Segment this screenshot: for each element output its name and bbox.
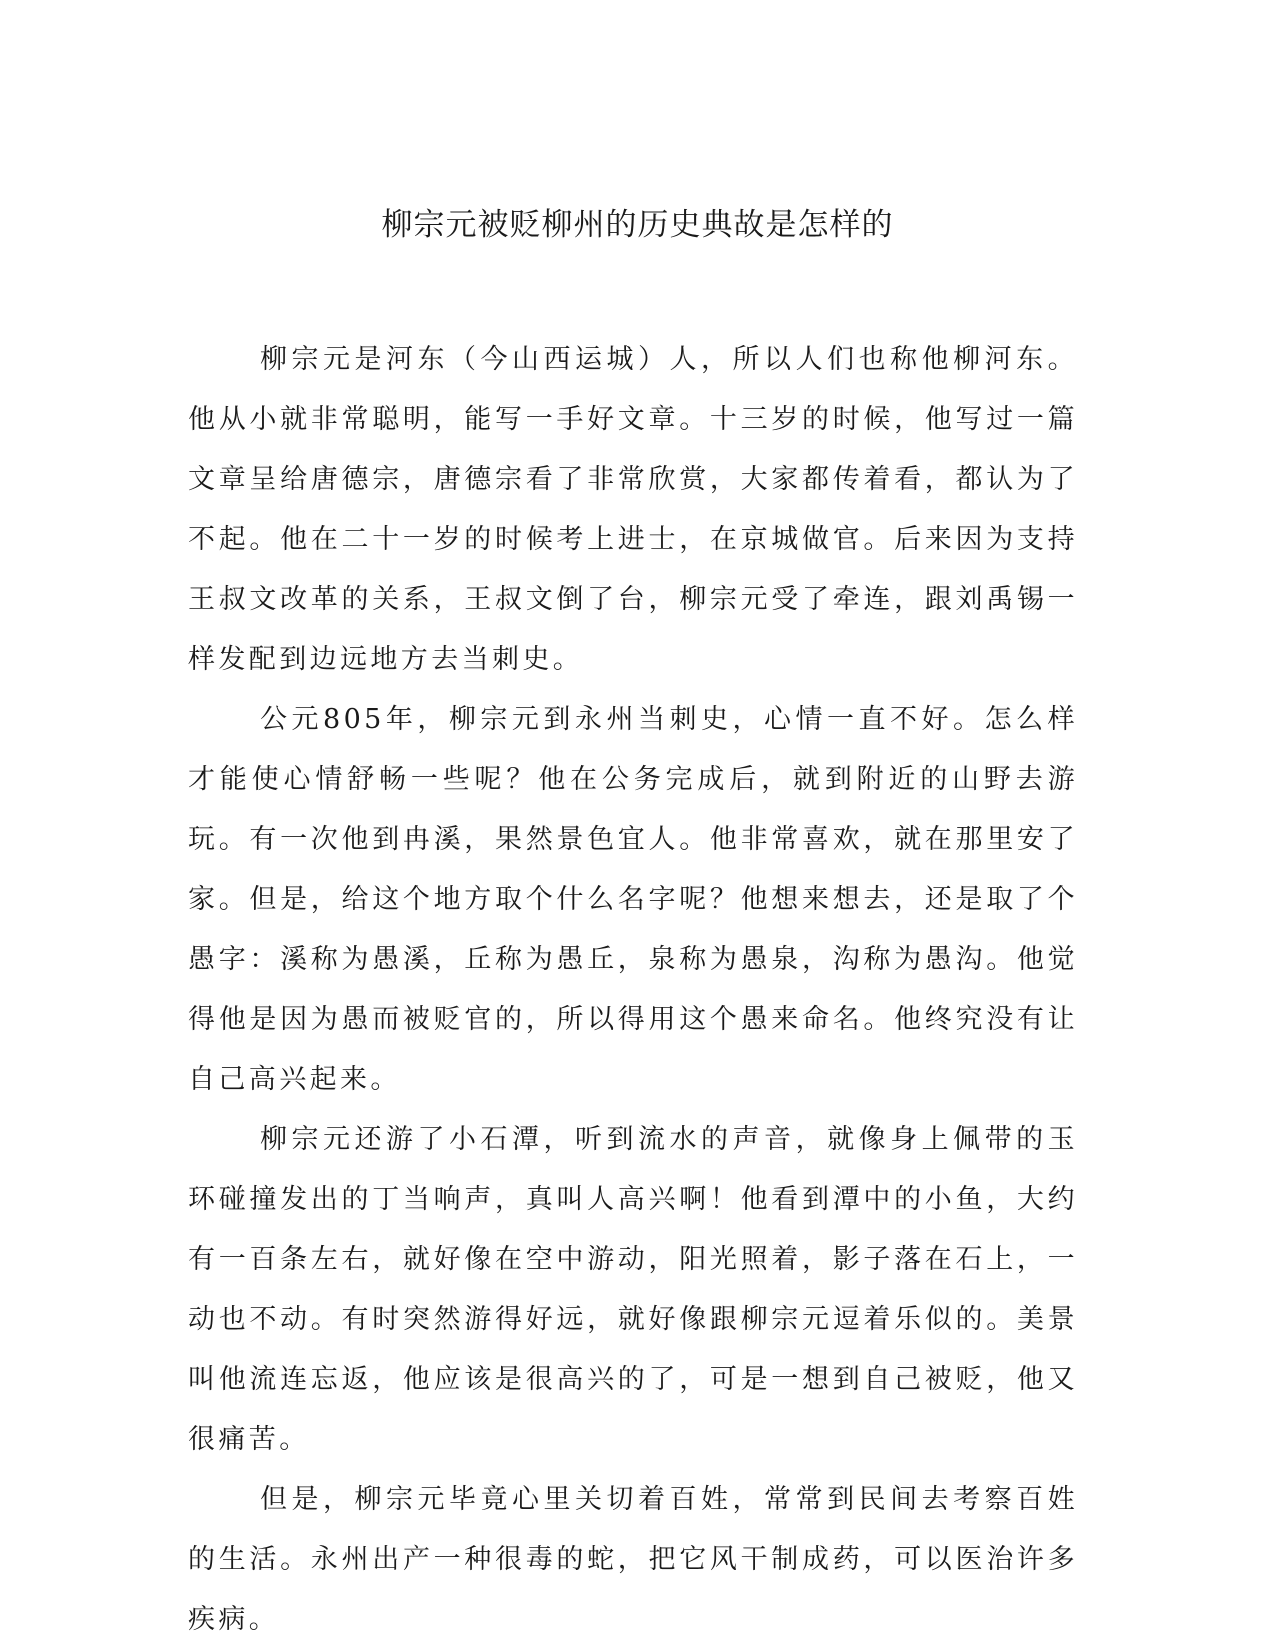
paragraph-4: 但是，柳宗元毕竟心里关切着百姓，常常到民间去考察百姓的生活。永州出产一种很毒的蛇，把它风干制成药，可以医治许多疾病。 — [188, 1484, 1078, 1635]
page-title: 柳宗元被贬柳州的历史典故是怎样的 — [381, 207, 894, 243]
paragraph-2: 公元805年，柳宗元到永州当刺史，心情一直不好。怎么样才能使心情舒畅一些呢？他在公务完成后，就到附近的山野去游玩。有一次他到冉溪，果然景色宜人。他非常喜欢，就在那里安了家。但是，给这个地方取个什么名字呢？他想来想去，还是取了个愚字：溪称为愚溪，丘称为愚丘，泉称为愚泉，沟称为愚沟。他觉得他是因为愚而被贬官的，所以得用这个愚来命名。他终究没有让自己高兴起来。 — [188, 704, 1078, 1095]
article-body — [188, 330, 1078, 1650]
paragraph-3: 柳宗元还游了小石潭，听到流水的声音，就像身上佩带的玉环碰撞发出的丁当响声，真叫人高兴啊！他看到潭中的小鱼，大约有一百条左右，就好像在空中游动，阳光照着，影子落在石上，一动也不动。有时突然游得好远，就好像跟柳宗元逗着乐似的。美景叫他流连忘返，他应该是很高兴的了，可是一想到自己被贬，他又很痛苦。 — [188, 1124, 1078, 1455]
paragraph-1: 柳宗元是河东（今山西运城）人，所以人们也称他柳河东。他从小就非常聪明，能写一手好文章。十三岁的时候，他写过一篇文章呈给唐德宗，唐德宗看了非常欣赏，大家都传着看，都认为了不起。他在二十一岁的时候考上进士，在京城做官。后来因为支持王叔文改革的关系，王叔文倒了台，柳宗元受了牵连，跟刘禹锡一样发配到边远地方去当刺史。 — [188, 344, 1078, 675]
